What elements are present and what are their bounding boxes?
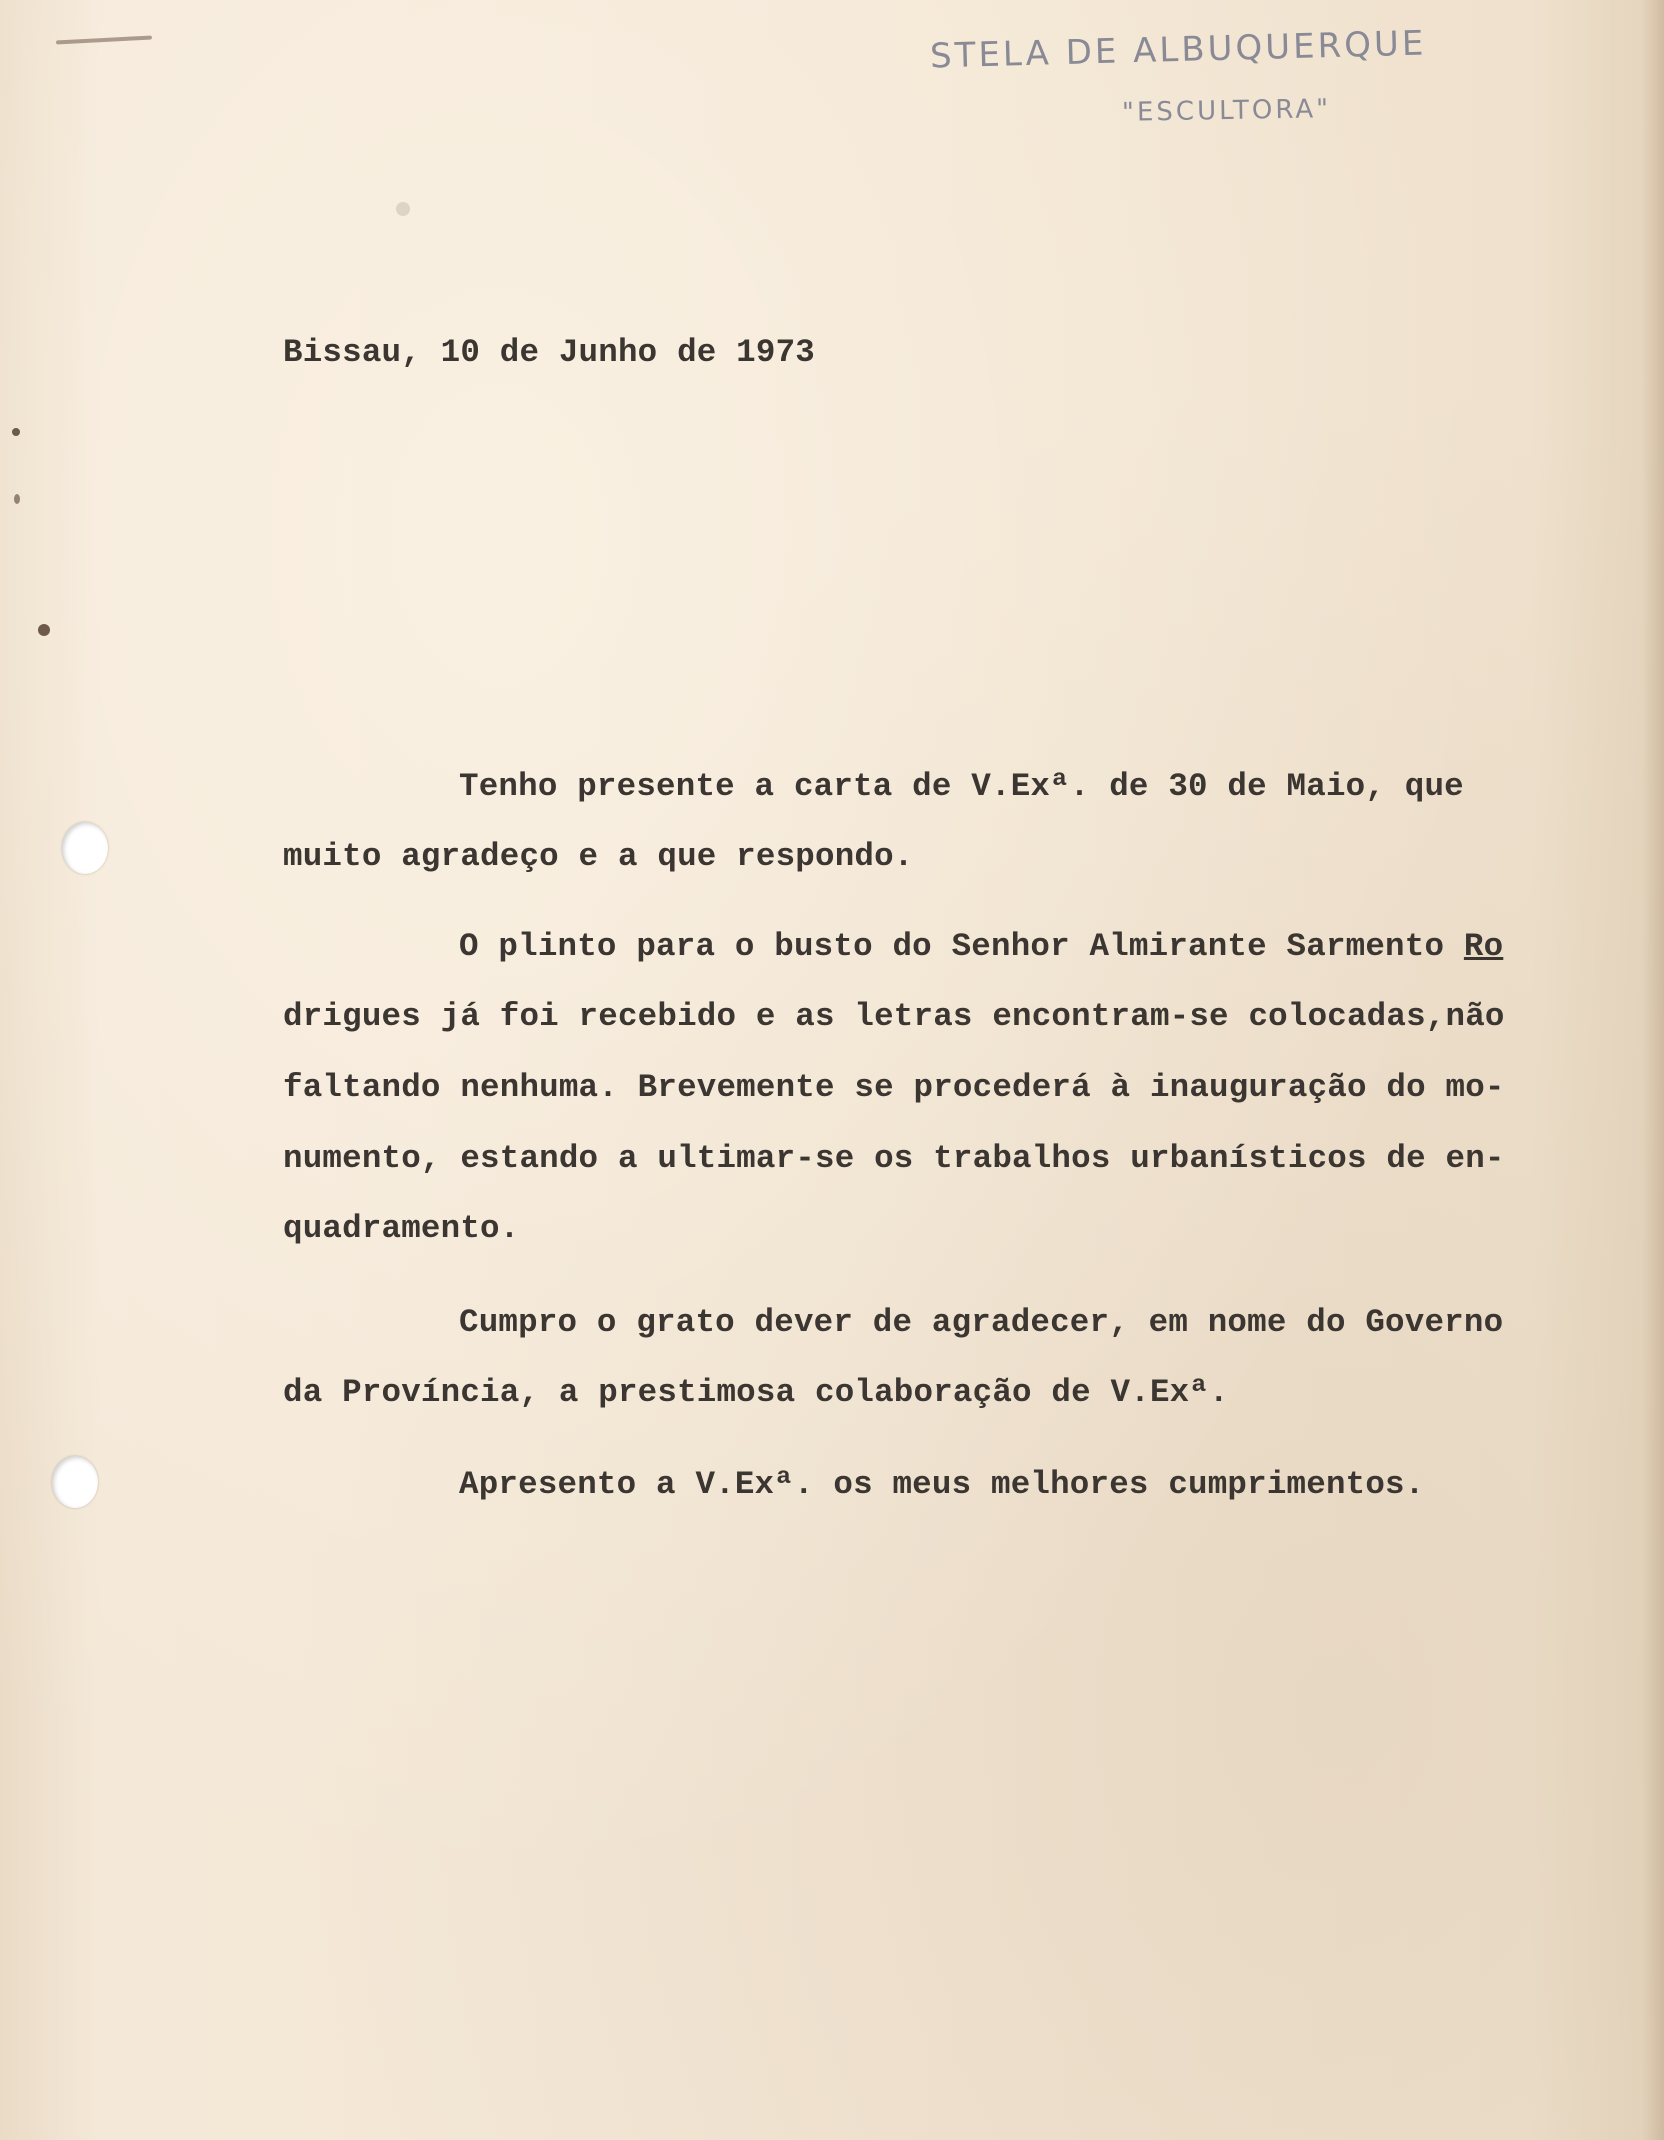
paragraph-3-line-2: da Província, a prestimosa colaboração de V.Exª. (283, 1374, 1229, 1411)
paragraph-3-line-1: Cumpro o grato dever de agradecer, em nome do Governo (459, 1304, 1504, 1341)
staple-mark (56, 35, 152, 44)
punch-hole-top (62, 822, 108, 874)
place-date: Bissau, 10 de Junho de 1973 (283, 334, 815, 371)
paragraph-2-line-3: faltando nenhuma. Brevemente se procederá à inauguração do mo- (283, 1069, 1505, 1106)
paragraph-1-line-1: Tenho presente a carta de V.Exª. de 30 de Maio, que (459, 768, 1464, 805)
handwritten-role: "ESCULTORA" (1121, 94, 1332, 128)
punch-hole-bottom (52, 1456, 98, 1508)
paragraph-4-line-1: Apresento a V.Exª. os meus melhores cumprimentos. (459, 1466, 1425, 1503)
paragraph-1-line-2: muito agradeço e a que respondo. (283, 838, 914, 875)
paper-speck (396, 202, 410, 216)
paragraph-2-line-1-text: O plinto para o busto do Senhor Almirante Sarmento (459, 928, 1464, 965)
paragraph-2-line-4: numento, estando a ultimar-se os trabalhos urbanísticos de en- (283, 1140, 1505, 1177)
paper-speck (38, 624, 50, 636)
paper-speck (12, 428, 20, 436)
paragraph-2-line-5: quadramento. (283, 1210, 520, 1247)
paragraph-2-hyphen-fragment: Ro (1463, 928, 1504, 965)
paper-edge-shadow (1642, 0, 1664, 2140)
paragraph-2-line-2: drigues já foi recebido e as letras encontram-se colocadas,não (283, 998, 1505, 1035)
handwritten-name: STELA DE ALBUQUERQUE (929, 23, 1427, 77)
paragraph-2-line-1 (459, 928, 1503, 965)
paper-speck (14, 494, 20, 504)
